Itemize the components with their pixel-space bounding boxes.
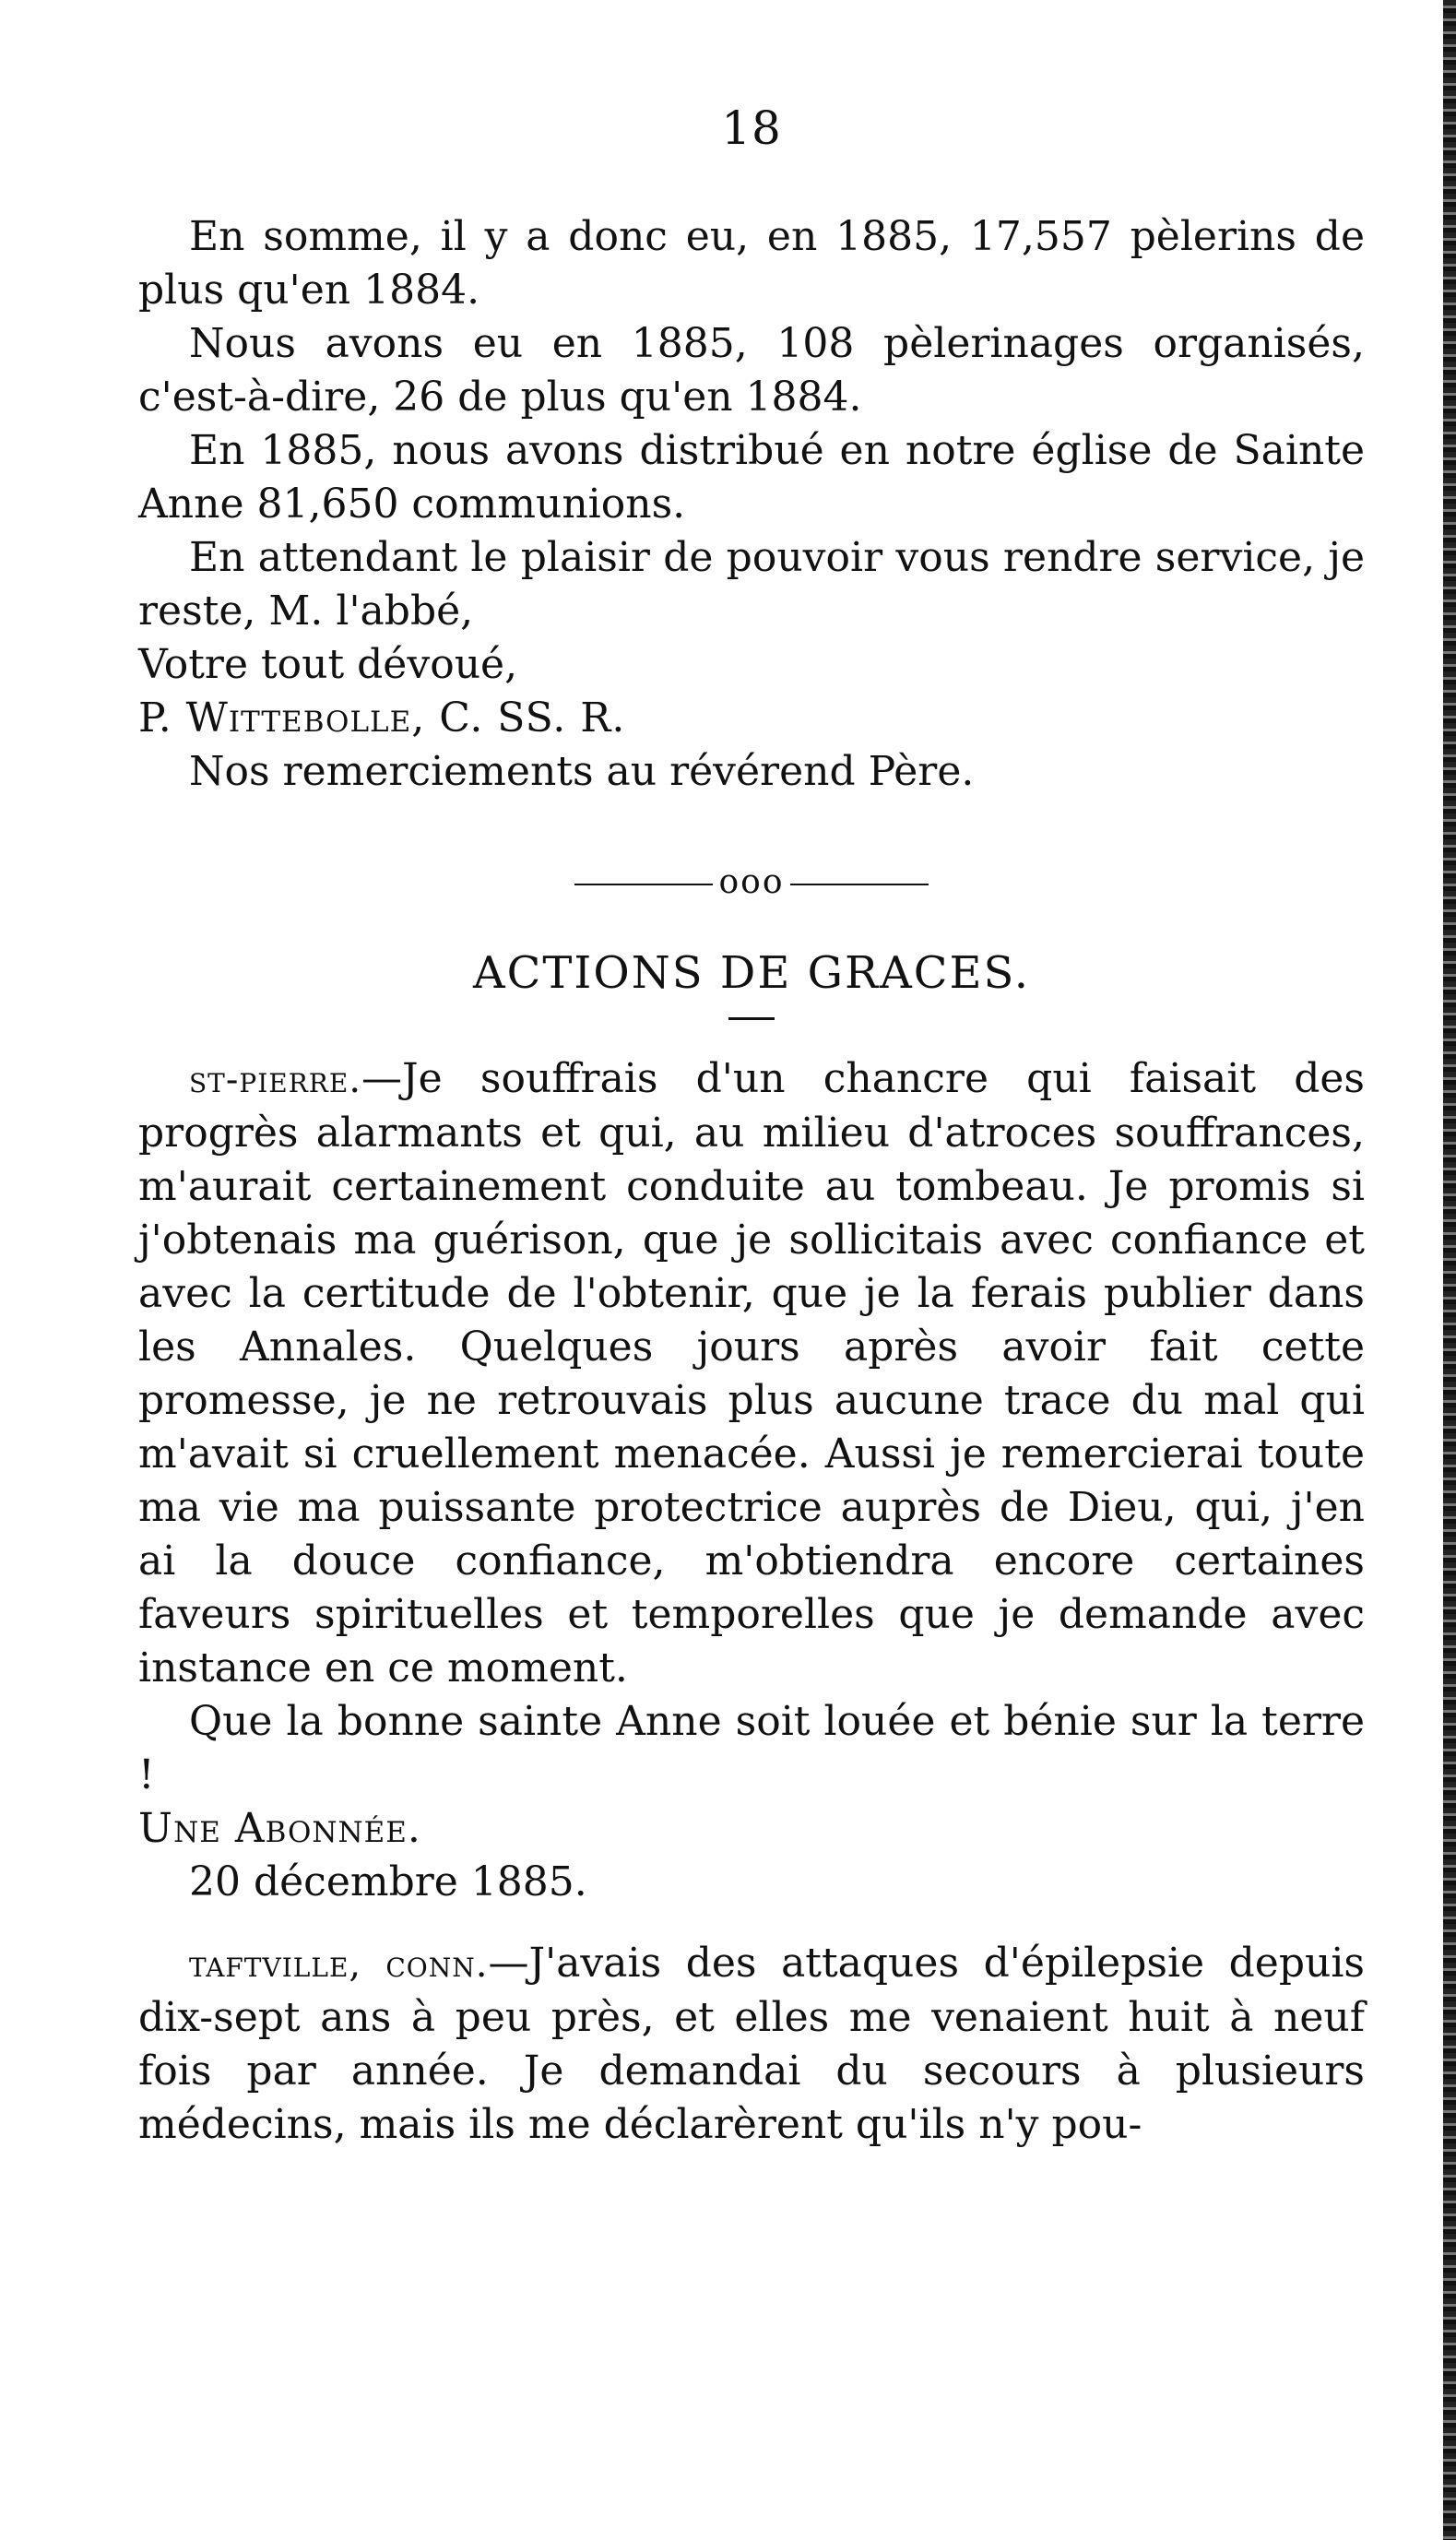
testimony-date: 20 décembre 1885.	[189, 1858, 587, 1905]
letter-paragraph: En somme, il y a donc eu, en 1885, 17,557 pèlerins de plus qu'en 1884.	[138, 213, 1365, 314]
testimony-text: —Je souffrais d'un chancre qui faisait des progrès alarmants et qui, au milieu d'atroces souffrances, m'aurait certainement conduite au tombeau. Je promis si j'obtenais ma guérison, que je sollicitais avec confiance et avec la certitude de l'obtenir, que je la ferais publier dans les Annales. Quelques jours après avoir fait cette promesse, je ne retrouvais plus aucune trace du mal qui m'avait si cruellement menacée. Aussi je remercierai toute ma vie ma puissante protectrice auprès de Dieu, qui, j'en ai la douce confiance, m'obtiendra encore certaines faveurs spirituelles et temporelles que je demande avec instance en ce moment.	[138, 1055, 1365, 1691]
document-page	[138, 101, 1365, 2499]
thanks-note: Nos remerciements au révérend Père.	[189, 748, 975, 795]
section-title: ACTIONS DE GRACES.	[473, 947, 1030, 999]
testimony-paragraph	[138, 1052, 1365, 1695]
testimony-text: —J'avais des attaques d'épilepsie depuis dix-sept ans à peu près, et elles me venaient huit à neuf fois par année. Je demandai du secours à plusieurs médecins, mais ils me déclarèrent qu'ils n'y pou-	[138, 1940, 1365, 2148]
testimony-signature: Une Abonnée.	[138, 1805, 421, 1852]
divider-mark: ooo	[718, 863, 785, 901]
page-number: 18	[721, 101, 782, 155]
testimony-place: st-pierre.	[189, 1059, 362, 1101]
testimony-paragraph	[138, 1937, 1365, 2152]
letter-signature: P. Wittebolle, C. SS. R.	[138, 694, 626, 742]
letter-paragraph: Nous avons eu en 1885, 108 pèlerinages organisés, c'est-à-dire, 26 de plus qu'en 1884.	[138, 320, 1365, 421]
section-divider	[138, 863, 1365, 901]
title-rule	[728, 1017, 775, 1020]
testimony-paragraph: Que la bonne sainte Anne soit louée et bénie sur la terre !	[138, 1698, 1365, 1798]
letter-closing: Votre tout dévoué,	[138, 641, 518, 688]
page-edge-scan-border	[1443, 0, 1456, 2540]
letter-paragraph: En attendant le plaisir de pouvoir vous rendre service, je reste, M. l'abbé,	[138, 534, 1365, 635]
letter-paragraph: En 1885, nous avons distribué en notre église de Sainte Anne 81,650 communions.	[138, 427, 1365, 528]
testimony-place: taftville, conn.	[189, 1943, 489, 1986]
